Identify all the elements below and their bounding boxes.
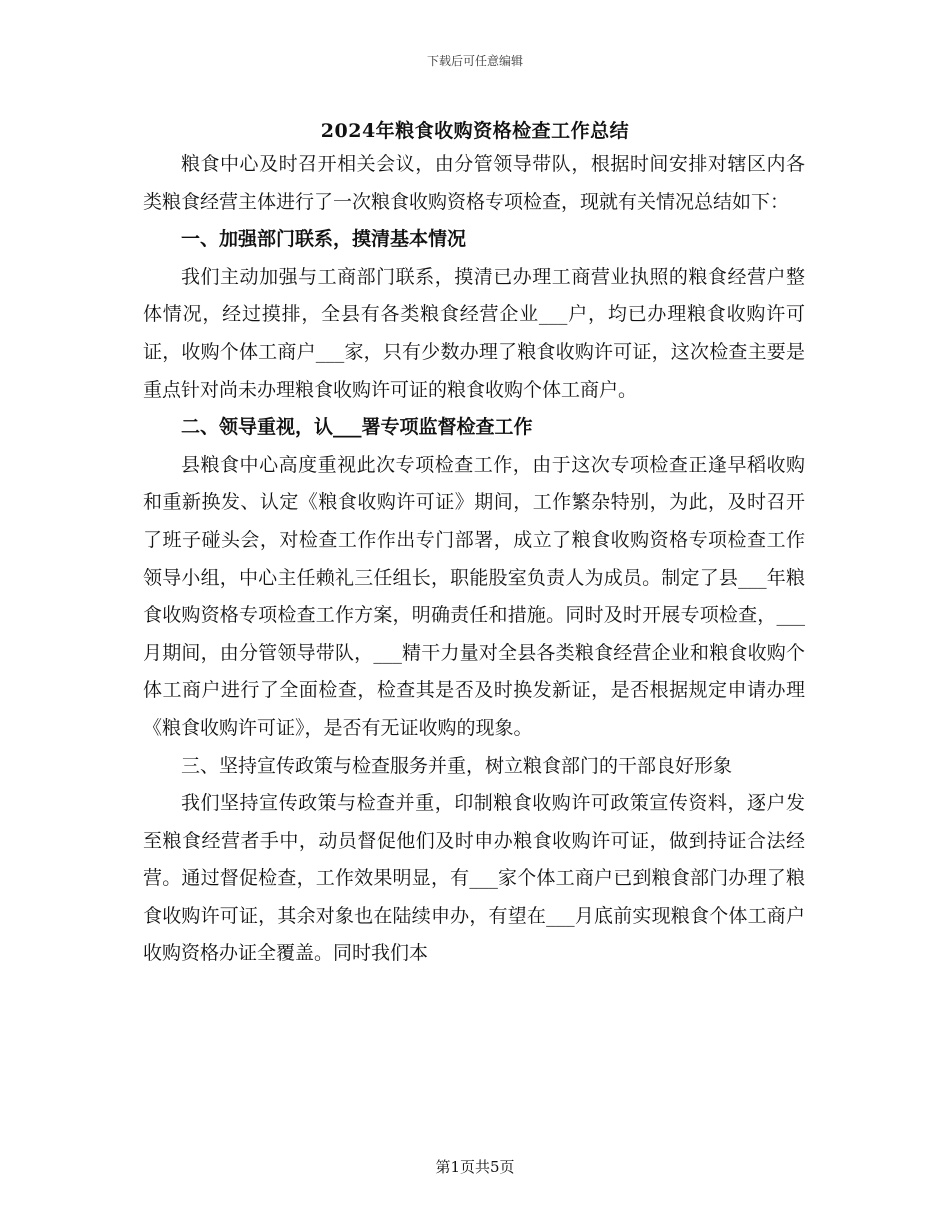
page-number: 第1页共5页 bbox=[435, 1158, 515, 1176]
section-2-paragraph: 县粮食中心高度重视此次专项检查工作，由于这次专项检查正逢早稻收购和重新换发、认定《粮食收购许可证》期间，工作繁杂特别，为此，及时召开了班子碰头会，对检查工作作出专门部署，成立了粮食收购资格专项检查工作领导小组，中心主任赖礼三任组长，职能股室负责人为成员。制定了县___年粮食收购资格专项检查工作方案，明确责任和措施。同时及时开展专项检查，___月期间，由分管领导带队，___精干力量对全县各类粮食经营企业和粮食收购个体工商户进行了全面检查，检查其是否及时换发新证，是否根据规定申请办理《粮食收购许可证》，是否有无证收购的现象。 bbox=[143, 453, 805, 739]
section-heading-3: 三、坚持宣传政策与检查服务并重，树立粮食部门的干部良好形象 bbox=[181, 754, 733, 777]
document-body bbox=[143, 146, 805, 973]
section-heading-2: 二、领导重视，认___署专项监督检查工作 bbox=[181, 416, 533, 439]
section-3-paragraph: 我们坚持宣传政策与检查并重，印制粮食收购许可政策宣传资料，逐户发至粮食经营者手中，动员督促他们及时申办粮食收购许可证，做到持证合法经营。通过督促检查，工作效果明显，有___家个体工商户已到粮食部门办理了粮食收购许可证，其余对象也在陆续申办，有望在___月底前实现粮食个体工商户收购资格办证全覆盖。同时我们本 bbox=[143, 792, 805, 965]
intro-paragraph: 粮食中心及时召开相关会议，由分管领导带队，根据时间安排对辖区内各类粮食经营主体进行了一次粮食收购资格专项检查，现就有关情况总结如下： bbox=[143, 153, 805, 213]
document-title: 2024年粮食收购资格检查工作总结 bbox=[320, 120, 630, 142]
section-1-paragraph: 我们主动加强与工商部门联系，摸清已办理工商营业执照的粮食经营户整体情况，经过摸排，全县有各类粮食经营企业___户，均已办理粮食收购许可证，收购个体工商户___家，只有少数办理了粮食收购许可证，这次检查主要是重点针对尚未办理粮食收购许可证的粮食收购个体工商户。 bbox=[143, 265, 805, 401]
page-header-note: 下载后可任意编辑 bbox=[426, 54, 523, 68]
section-heading-1: 一、加强部门联系，摸清基本情况 bbox=[181, 228, 467, 251]
